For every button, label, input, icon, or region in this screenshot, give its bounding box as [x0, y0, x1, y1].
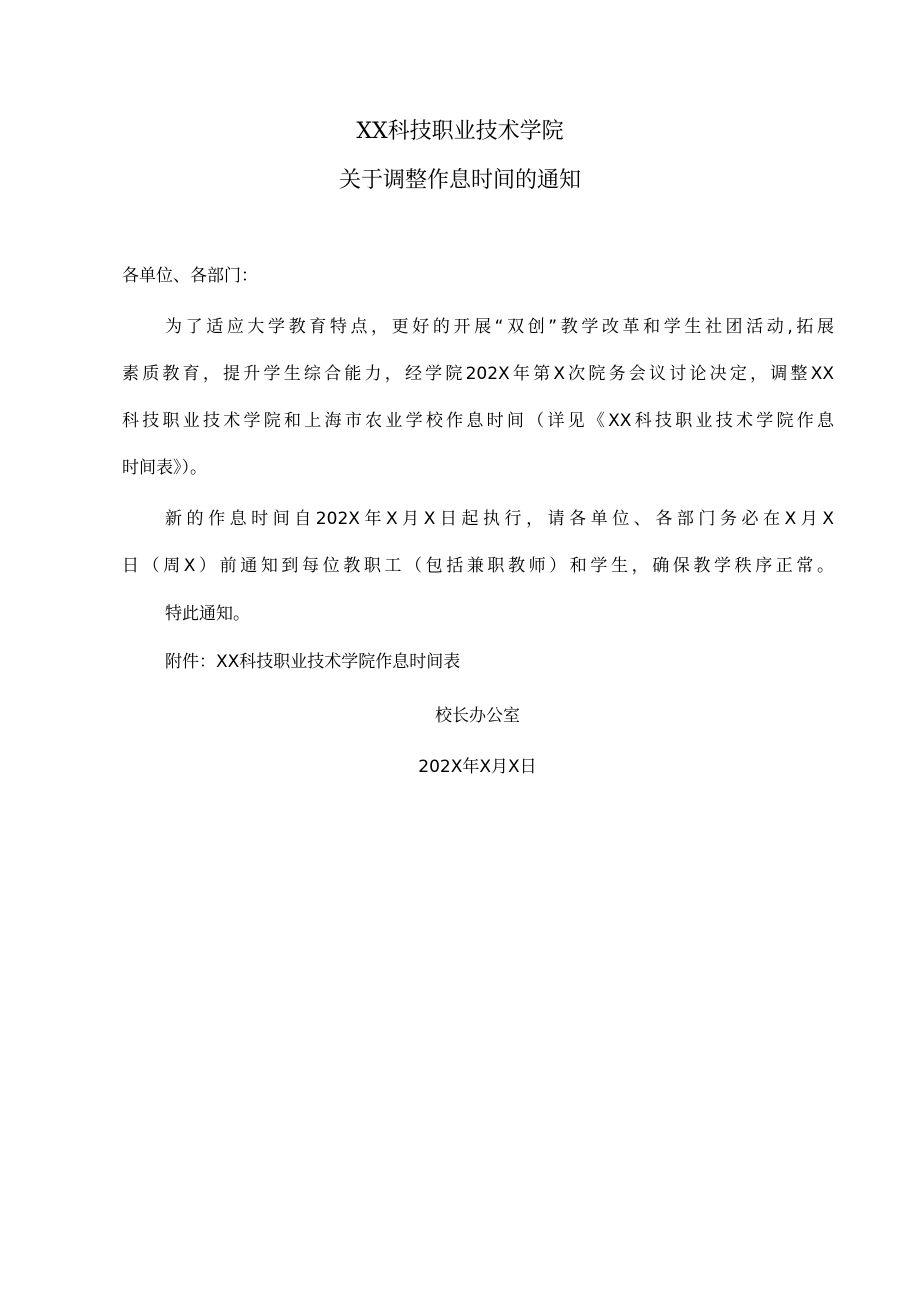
attachment-line: 附件：XX科技职业技术学院作息时间表	[165, 652, 461, 672]
paragraph-1-line-2: 素质教育，提升学生综合能力，经学院202X年第X次院务会议讨论决定，调整XX	[122, 364, 834, 384]
document-title-institution: XX科技职业技术学院	[356, 119, 564, 144]
signature-date: 202X年X月X日	[418, 757, 537, 777]
paragraph-2-line-2: 日（周X）前通知到每位教职工（包括兼职教师）和学生，确保教学秩序正常。	[122, 556, 834, 576]
salutation: 各单位、各部门：	[122, 266, 258, 286]
signature-office: 校长办公室	[435, 706, 520, 726]
paragraph-2-line-1: 新的作息时间自202X年X月X日起执行，请各单位、各部门务必在X月X	[165, 509, 834, 529]
document-title-notice: 关于调整作息时间的通知	[338, 168, 581, 193]
paragraph-1-line-4: 时间表》）。	[122, 458, 207, 478]
paragraph-1-line-1: 为了适应大学教育特点，更好的开展“双创”教学改革和学生社团活动,拓展	[165, 317, 834, 337]
paragraph-1-line-3: 科技职业技术学院和上海市农业学校作息时间（详见《XX科技职业技术学院作息	[122, 411, 834, 431]
closing-line: 特此通知。	[165, 604, 250, 624]
